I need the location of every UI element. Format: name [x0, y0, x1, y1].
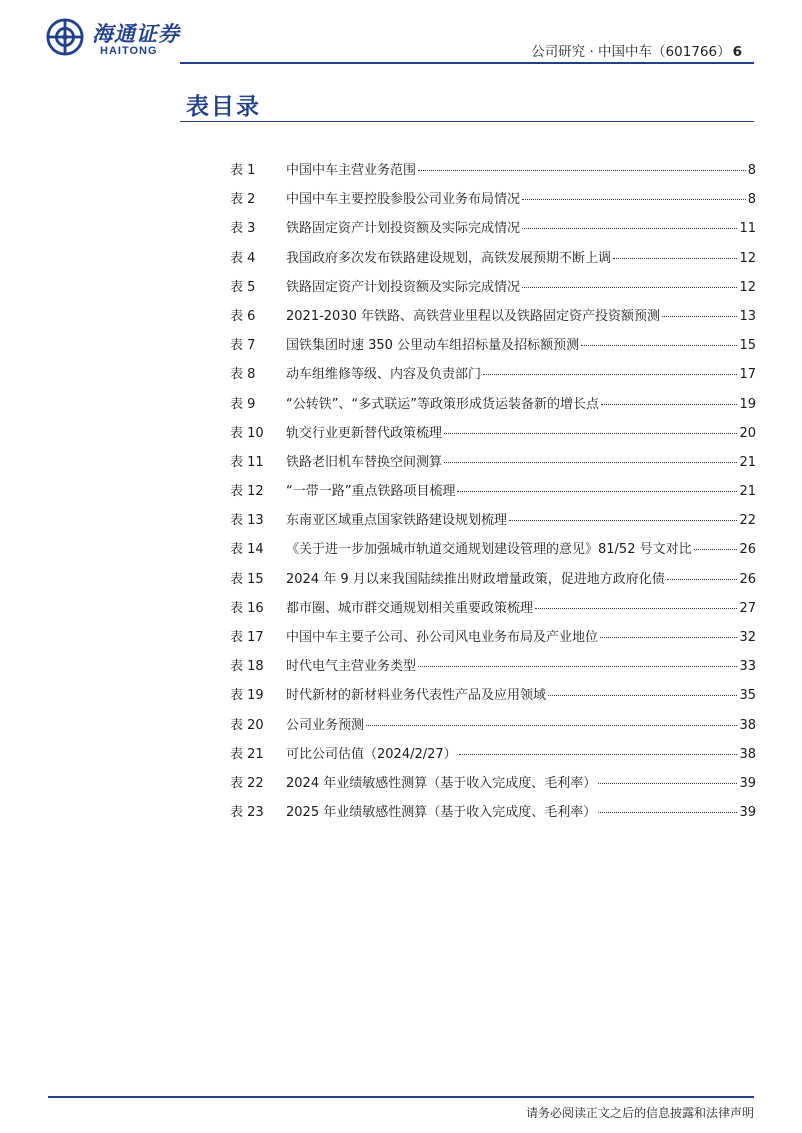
toc-entry-title: 2024 年 9 月以来我国陆续推出财政增量政策，促进地方政府化债: [286, 571, 665, 587]
toc-entry-title: 时代新材的新材料业务代表性产品及应用领域: [286, 688, 547, 704]
toc-entry[interactable]: [230, 396, 756, 425]
toc-entry[interactable]: [230, 746, 756, 775]
toc-entry[interactable]: [230, 600, 756, 629]
toc-entry-number: 表 17: [230, 630, 264, 645]
logo-name-cn: 海通证券: [92, 21, 180, 46]
toc-entry-number: 表 13: [230, 513, 264, 529]
toc-entry-page: 21: [739, 454, 756, 470]
toc-entry-number: 表 5: [230, 279, 256, 295]
toc-entry-title: 2025 年业绩敏感性测算（基于收入完成度、毛利率）: [286, 805, 597, 821]
leader-dots: [418, 666, 737, 667]
toc-entry-number: 表 11: [230, 454, 264, 470]
toc-entry-number: 表 10: [230, 425, 264, 441]
toc-entry-number: 表 3: [230, 221, 256, 237]
toc-entry-title: 可比公司估值（2024/2/27）: [286, 746, 457, 762]
toc-entry-title: 铁路老旧机车替换空间测算: [286, 454, 443, 470]
toc-entry[interactable]: [230, 337, 756, 366]
toc-entry-number: 表 7: [230, 338, 256, 354]
toc-entry[interactable]: [230, 425, 756, 454]
toc-entry-number: 表 1: [230, 163, 256, 178]
toc-entry-title: 2024 年业绩敏感性测算（基于收入完成度、毛利率）: [286, 775, 597, 791]
toc-entry[interactable]: [230, 162, 756, 191]
toc-entry-title: 中国中车主要子公司、孙公司风电业务布局及产业地位: [286, 630, 599, 645]
toc-entry-title: “公转铁”、“多式联运”等政策形成货运装备新的增长点: [286, 396, 599, 412]
toc-entry-title: 中国中车主营业务范围: [286, 163, 417, 178]
toc-entry-page: 8: [747, 192, 756, 208]
toc-entry-number: 表 23: [230, 805, 264, 821]
toc-entry-number: 表 14: [230, 542, 264, 558]
toc-entry[interactable]: [230, 658, 756, 687]
toc-entry-number: 表 19: [230, 688, 264, 704]
toc-entry-title: “一带一路”重点铁路项目梳理: [286, 484, 456, 500]
toc-entry-page: 11: [739, 221, 756, 237]
leader-dots: [535, 608, 737, 609]
leader-dots: [483, 374, 737, 375]
toc-entry-title: 铁路固定资产计划投资额及实际完成情况: [286, 221, 521, 237]
toc-entry-page: 20: [739, 425, 756, 441]
toc-entry[interactable]: [230, 366, 756, 395]
toc-entry[interactable]: [230, 775, 756, 804]
leader-dots: [662, 316, 737, 317]
toc-entry-title: 动车组维修等级、内容及负责部门: [286, 367, 482, 383]
footer-disclaimer: 请务必阅读正文之后的信息披露和法律声明: [525, 1106, 754, 1120]
leader-dots: [509, 520, 737, 521]
toc-entry-page: 21: [739, 484, 756, 500]
leader-dots: [444, 462, 737, 463]
toc-entry-number: 表 15: [230, 571, 264, 587]
toc-entry-page: 17: [739, 367, 756, 383]
toc-entry-page: 27: [739, 600, 756, 616]
toc-entry[interactable]: [230, 483, 756, 512]
toc-entry-page: 38: [739, 717, 756, 733]
header-divider: [180, 62, 754, 64]
toc-entry-page: 26: [739, 571, 756, 587]
toc-entry[interactable]: [230, 571, 756, 600]
toc-entry-page: 22: [739, 513, 756, 529]
toc-entry-number: 表 12: [230, 484, 264, 500]
toc-entry[interactable]: [230, 541, 756, 570]
leader-dots: [598, 783, 737, 784]
toc-entry-number: 表 22: [230, 775, 264, 791]
toc-entry-page: 32: [739, 630, 756, 645]
toc-entry-page: 15: [739, 338, 756, 354]
toc-entry-title: 铁路固定资产计划投资额及实际完成情况: [286, 279, 521, 295]
header-page-number: 6: [732, 44, 742, 60]
toc-entry-page: 12: [739, 250, 756, 266]
toc-entry[interactable]: [230, 220, 756, 249]
leader-dots: [418, 170, 746, 171]
toc-entry-number: 表 6: [230, 308, 256, 324]
toc-entry[interactable]: [230, 279, 756, 308]
leader-dots: [522, 228, 737, 229]
toc-entry-page: 19: [739, 396, 756, 412]
toc-entry[interactable]: [230, 629, 756, 658]
toc-entry-title: 《关于进一步加强城市轨道交通规划建设管理的意见》81/52 号文对比: [286, 542, 692, 558]
title-divider: [180, 121, 754, 122]
toc-entry-number: 表 20: [230, 717, 264, 733]
leader-dots: [694, 549, 738, 550]
toc-entry[interactable]: [230, 512, 756, 541]
toc-entry[interactable]: [230, 717, 756, 746]
toc-entry-title: 国铁集团时速 350 公里动车组招标量及招标额预测: [286, 338, 580, 354]
toc-entry-page: 38: [739, 746, 756, 762]
leader-dots: [366, 725, 737, 726]
toc-title: 表目录: [186, 93, 261, 120]
toc-entry-title: 2021-2030 年铁路、高铁营业里程以及铁路固定资产投资额预测: [286, 308, 660, 324]
toc-entry-number: 表 2: [230, 192, 256, 208]
logo-name-en: HAITONG: [100, 45, 158, 57]
leader-dots: [667, 579, 738, 580]
leader-dots: [581, 345, 737, 346]
toc-entry[interactable]: [230, 804, 756, 833]
toc-entry-number: 表 16: [230, 600, 264, 616]
toc-entry-number: 表 18: [230, 659, 264, 675]
leader-dots: [459, 754, 738, 755]
leader-dots: [598, 812, 737, 813]
toc-entry-number: 表 21: [230, 746, 264, 762]
toc-entry-page: 39: [739, 775, 756, 791]
toc-entry-title: 东南亚区域重点国家铁路建设规划梳理: [286, 513, 508, 529]
toc-entry-page: 13: [739, 308, 756, 324]
toc-entry-page: 33: [739, 659, 756, 675]
toc-entry[interactable]: [230, 250, 756, 279]
leader-dots: [601, 404, 738, 405]
toc-entry-number: 表 8: [230, 367, 256, 383]
haitong-logo-icon: [46, 18, 84, 56]
toc-entry[interactable]: [230, 454, 756, 483]
toc-entry-number: 表 9: [230, 396, 256, 412]
leader-dots: [444, 433, 737, 434]
toc-entry-title: 轨交行业更新替代政策梳理: [286, 425, 443, 441]
toc-entry-title: 都市圈、城市群交通规划相关重要政策梳理: [286, 600, 534, 616]
toc-entry-page: 26: [739, 542, 756, 558]
toc-entry-title: 公司业务预测: [286, 717, 365, 733]
toc-entry-title: 中国中车主要控股参股公司业务布局情况: [286, 192, 521, 208]
toc-entry[interactable]: [230, 191, 756, 220]
toc-entry-title: 我国政府多次发布铁路建设规划，高铁发展预期不断上调: [286, 250, 612, 266]
company-logo: [46, 16, 186, 60]
leader-dots: [613, 258, 737, 259]
toc-entry-number: 表 4: [230, 250, 256, 266]
toc-entry[interactable]: [230, 308, 756, 337]
leader-dots: [457, 491, 737, 492]
toc-entry-title: 时代电气主营业务类型: [286, 659, 417, 675]
table-of-tables: [230, 162, 756, 833]
toc-entry-page: 8: [747, 163, 756, 178]
leader-dots: [548, 695, 737, 696]
leader-dots: [600, 637, 737, 638]
toc-entry-page: 39: [739, 805, 756, 821]
footer-divider: [48, 1096, 754, 1098]
toc-entry-page: 35: [739, 688, 756, 704]
leader-dots: [522, 199, 746, 200]
running-header: [531, 40, 742, 60]
toc-entry-page: 12: [739, 279, 756, 295]
toc-entry[interactable]: [230, 687, 756, 716]
header-company: 公司研究 · 中国中车（601766）: [531, 44, 731, 60]
leader-dots: [522, 287, 737, 288]
